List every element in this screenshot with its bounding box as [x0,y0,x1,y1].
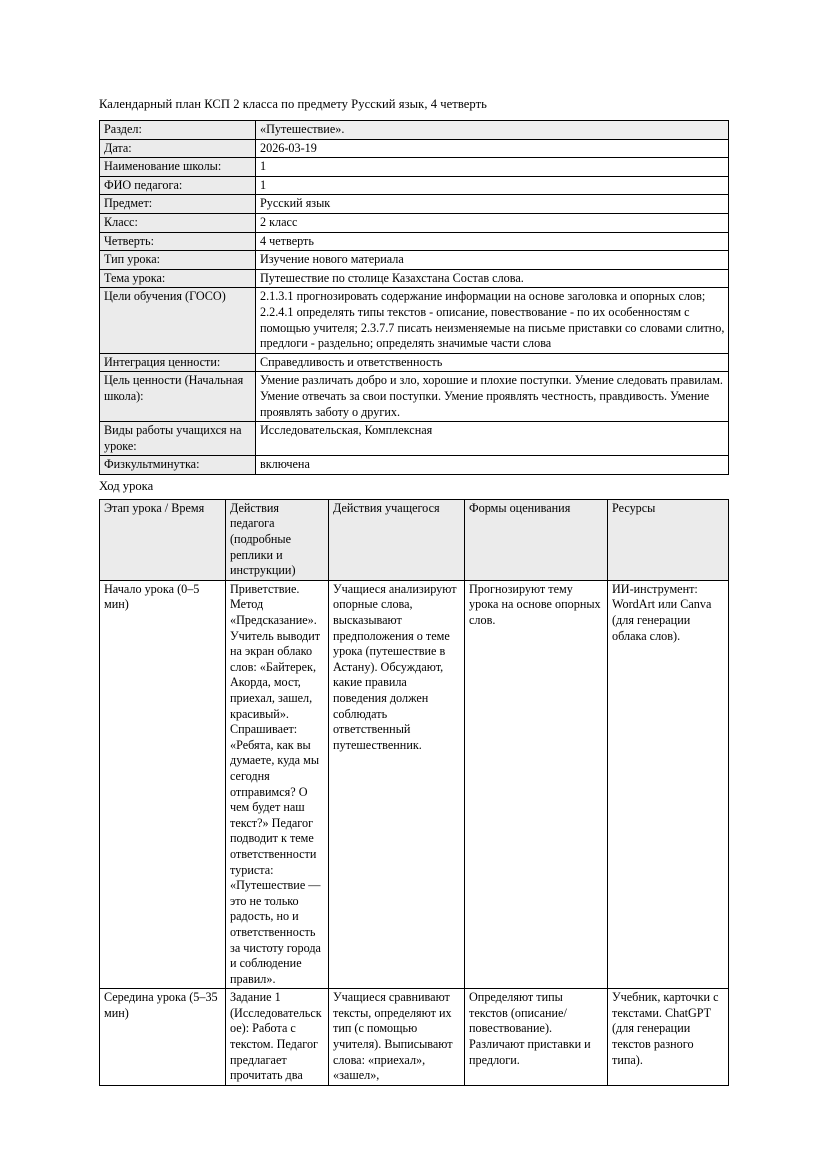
info-value: Умение различать добро и зло, хорошие и плохие поступки. Умение следовать правилам. Умение отвечать за свои поступки. Умение проявлять честность, правдивость. Умение проявлять заботу о других. [256,372,729,422]
info-label: Раздел: [100,121,256,140]
info-value: 2026-03-19 [256,139,729,158]
column-header-stage: Этап урока / Время [100,499,226,580]
table-row [100,251,729,270]
table-header-row [100,499,729,580]
cell-student-actions: Учащиеся анализируют опорные слова, высказывают предположения о теме урока (путешествие в Астану). Обсуждают, какие правила поведения должен соблюдать ответственный путешественник. [329,580,465,988]
lesson-flow-body [100,580,729,1085]
info-value: «Путешествие». [256,121,729,140]
cell-teacher-actions: Задание 1 (Исследовательское): Работа с текстом. Педагог предлагает прочитать два [226,989,329,1086]
table-row [100,176,729,195]
info-value: 2.1.3.1 прогнозировать содержание информации на основе заголовка и опорных слов; 2.2.4.1 определять типы текстов - описание, повествование - по их особенностям с помощью учителя; 2.3.7.7 писать неизменяемые на письме приставки со словами слитно, предлоги - раздельно; определять значимые части слова [256,288,729,353]
info-value: Русский язык [256,195,729,214]
table-row [100,288,729,353]
info-label: Предмет: [100,195,256,214]
cell-stage: Середина урока (5–35 мин) [100,989,226,1086]
info-label: Дата: [100,139,256,158]
lesson-flow-header [100,499,729,580]
lesson-info-table [99,120,729,475]
table-row [100,269,729,288]
info-value: 4 четверть [256,232,729,251]
cell-student-actions: Учащиеся сравнивают тексты, определяют их тип (с помощью учителя). Выписывают слова: «приехал», «зашел», [329,989,465,1086]
info-label: Виды работы учащихся на уроке: [100,422,256,456]
cell-resources: ИИ-инструмент: WordArt или Canva (для генерации облака слов). [608,580,729,988]
cell-assessment: Прогнозируют тему урока на основе опорных слов. [465,580,608,988]
cell-stage: Начало урока (0–5 мин) [100,580,226,988]
info-value: 2 класс [256,213,729,232]
table-row [100,372,729,422]
column-header-student-actions: Действия учащегося [329,499,465,580]
info-label: Физкультминутка: [100,456,256,475]
page-title: Календарный план КСП 2 класса по предмету Русский язык, 4 четверть [99,97,487,111]
table-row [100,158,729,177]
info-label: Цель ценности (Начальная школа): [100,372,256,422]
info-value: 1 [256,176,729,195]
column-header-resources: Ресурсы [608,499,729,580]
cell-assessment: Определяют типы текстов (описание/повествование). Различают приставки и предлоги. [465,989,608,1086]
info-value: 1 [256,158,729,177]
info-label: Наименование школы: [100,158,256,177]
info-label: Тема урока: [100,269,256,288]
table-row [100,422,729,456]
table-row [100,213,729,232]
info-label: Интеграция ценности: [100,353,256,372]
table-row [100,195,729,214]
info-value: Справедливость и ответственность [256,353,729,372]
lesson-info-body [100,121,729,475]
cell-resources: Учебник, карточки с текстами. ChatGPT (для генерации текстов разного типа). [608,989,729,1086]
table-row [100,232,729,251]
info-value: Изучение нового материала [256,251,729,270]
cell-teacher-actions: Приветствие. Метод «Предсказание». Учитель выводит на экран облако слов: «Байтерек, Акорда, мост, приехал, зашел, красивый». Спрашивает: «Ребята, как вы думаете, куда мы сегодня отправимся? О чем будет наш текст?» Педагог подводит к теме ответственности туриста: «Путешествие — это не только радость, но и ответственность за чистоту города и соблюдение правил». [226,580,329,988]
table-row [100,139,729,158]
lesson-flow-clip [99,499,731,1095]
info-value: включена [256,456,729,475]
info-value: Путешествие по столице Казахстана Состав слова. [256,269,729,288]
lesson-flow-table [99,499,729,1086]
column-header-teacher-actions: Действия педагога (подробные реплики и инструкции) [226,499,329,580]
info-label: ФИО педагога: [100,176,256,195]
table-row [100,121,729,140]
table-row [100,456,729,475]
info-label: Тип урока: [100,251,256,270]
info-value: Исследовательская, Комплексная [256,422,729,456]
column-header-assessment: Формы оценивания [465,499,608,580]
info-label: Четверть: [100,232,256,251]
table-row [100,580,729,988]
info-label: Цели обучения (ГОСО) [100,288,256,353]
info-label: Класс: [100,213,256,232]
section-caption: Ход урока [99,478,154,493]
table-row [100,353,729,372]
table-row [100,989,729,1086]
